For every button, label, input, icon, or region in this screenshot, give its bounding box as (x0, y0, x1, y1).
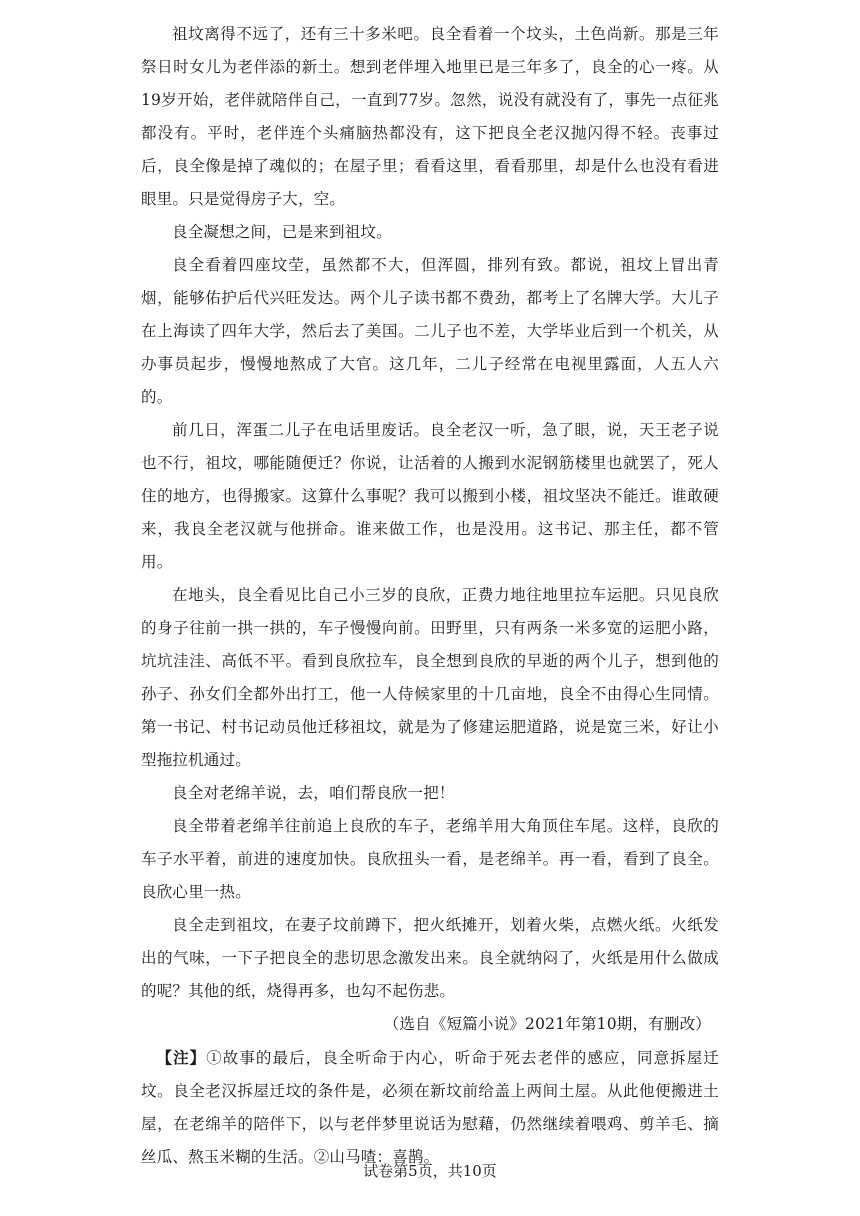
paragraph-8: 良全走到祖坟，在妻子坟前蹲下，把火纸摊开，划着火柴，点燃火纸。火纸发出的气味，一下子把良全的悲切思念激发出来。良全就纳闷了，火纸是用什么做成的呢？其他的纸，烧得再多，也勾不起伤悲。 (141, 916, 719, 1000)
annotation-note (141, 1041, 719, 1174)
paragraph-5: 在地头，良全看见比自己小三岁的良欣，正费力地往地里拉车运肥。只见良欣的身子往前一拱一拱的，车子慢慢向前。田野里，只有两条一米多宽的运肥小路，坑坑洼洼、高低不平。看到良欣拉车，良全想到良欣的早逝的两个儿子，想到他的孙子、孙女们全都外出打工，他一人侍候家里的十几亩地，良全不由得心生同情。第一书记、村书记动员他迁移祖坟，就是为了修建运肥道路，说是宽三米，好让小型拖拉机通过。 (141, 586, 719, 769)
article-body (141, 18, 719, 1174)
paragraph-4: 前几日，浑蛋二儿子在电话里废话。良全老汉一听，急了眼，说，天王老子说也不行，祖坟，哪能随便迁？你说，让活着的人搬到水泥钢筋楼里也就罢了，死人住的地方，也得搬家。这算什么事呢？我可以搬到小楼，祖坟坚决不能迁。谁敢硬来，我良全老汉就与他拼命。谁来做工作，也是没用。这书记、那主任，都不管用。 (141, 421, 719, 571)
note-text: ①故事的最后，良全听命于内心，听命于死去老伴的感应，同意拆屋迁坟。良全老汉拆屋迁坟的条件是，必须在新坟前给盖上两间土屋。从此他便搬进土屋，在老绵羊的陪伴下，以与老伴梦里说话为慰藉，仍然继续着喂鸡、剪羊毛、摘丝瓜、熬玉米糊的生活。②山马喳：喜鹊。 (141, 1049, 720, 1166)
page-footer: 试卷第5页，共10页 (363, 1162, 497, 1180)
paragraph-2: 良全凝想之间，已是来到祖坟。 (172, 223, 392, 241)
paragraph-3: 良全看着四座坟茔，虽然都不大，但浑圆，排列有致。都说，祖坟上冒出青烟，能够佑护后代兴旺发达。两个儿子读书都不费劲，都考上了名牌大学。大儿子在上海读了四年大学，然后去了美国。二儿子也不差，大学毕业后到一个机关，从办事员起步，慢慢地熬成了大官。这几年，二儿子经常在电视里露面，人五人六的。 (141, 256, 719, 406)
source-citation: （选自《短篇小说》2021年第10期，有删改） (383, 1015, 711, 1033)
paragraph-6: 良全对老绵羊说，去，咱们帮良欣一把！ (172, 784, 455, 802)
note-tag: 【注】 (156, 1048, 207, 1067)
paragraph-1: 祖坟离得不远了，还有三十多米吧。良全看着一个坟头，土色尚新。那是三年祭日时女儿为老伴添的新土。想到老伴埋入地里已是三年多了，良全的心一疼。从19岁开始，老伴就陪伴自己，一直到77岁。忽然，说没有就没有了，事先一点征兆都没有。平时，老伴连个头痛脑热都没有，这下把良全老汉抛闪得不轻。丧事过后，良全像是掉了魂似的；在屋子里；看看这里，看看那里，却是什么也没有看进眼里。只是觉得房子大，空。 (141, 25, 719, 208)
paragraph-7: 良全带着老绵羊往前追上良欣的车子，老绵羊用大角顶住车尾。这样，良欣的车子水平着，前进的速度加快。良欣扭头一看，是老绵羊。再一看，看到了良全。良欣心里一热。 (141, 817, 719, 901)
